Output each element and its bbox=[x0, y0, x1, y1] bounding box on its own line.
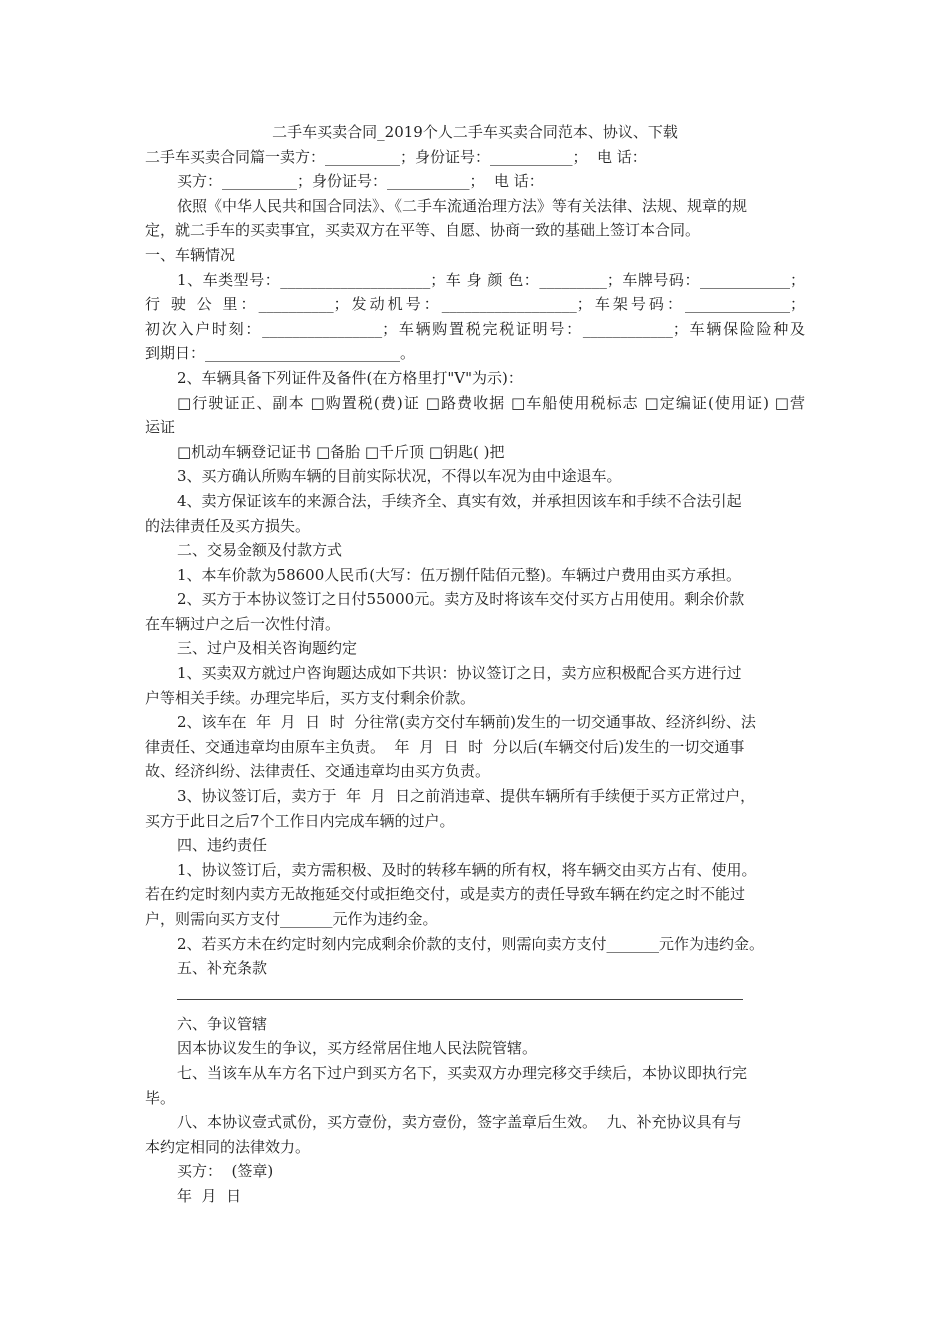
documents-checklist-1-cont: 运证 bbox=[145, 418, 176, 437]
clause-3-1-cont: 户等相关手续。办理完毕后，买方支付剩余价款。 bbox=[145, 688, 476, 707]
vehicle-info-line-3: 初次入户时刻：________________；车辆购置税完税证明号：____________；车辆保险险种及 bbox=[145, 319, 805, 338]
clause-3-3: 3、协议签订后，卖方于 年 月 日之前消违章、提供车辆所有手续便于买方正常过户， bbox=[177, 787, 756, 806]
clause-3-3-cont: 买方于此日之后7个工作日内完成车辆的过户。 bbox=[145, 811, 455, 830]
documents-intro: 2、车辆具备下列证件及备件(在方格里打"V"为示)： bbox=[177, 368, 523, 387]
section-9-cont: 本约定相同的法律效力。 bbox=[145, 1137, 311, 1156]
documents-checklist-1: □行驶证正、副本 □购置税(费)证 □路费收据 □车船使用税标志 □定编证(使用证) □营 bbox=[177, 393, 805, 412]
section-6-heading: 六、争议管辖 bbox=[177, 1014, 268, 1033]
supplementary-terms-blank-line bbox=[177, 987, 743, 1000]
clause-2-2: 2、买方于本协议签订之日付55000元。卖方及时将该车交付买方占用使用。剩余价款 bbox=[177, 590, 745, 609]
clause-2-2-cont: 在车辆过户之后一次性付清。 bbox=[145, 614, 341, 633]
clause-1-4: 4、卖方保证该车的来源合法，手续齐全、真实有效，并承担因该车和手续不合法引起 bbox=[177, 491, 742, 510]
signature-date-line: 年 月 日 bbox=[177, 1186, 242, 1205]
vehicle-info-line-4: 到期日：__________________________。 bbox=[145, 344, 416, 363]
documents-checklist-2: □机动车辆登记证书 □备胎 □千斤顶 □钥匙( )把 bbox=[177, 442, 505, 461]
seller-info-line: 二手车买卖合同篇一卖方：__________；身份证号：___________； 电 话： bbox=[145, 147, 647, 166]
document-title: 二手车买卖合同_2019个人二手车买卖合同范本、协议、下载 bbox=[272, 123, 678, 141]
clause-6: 因本协议发生的争议，买方经常居住地人民法院管辖。 bbox=[177, 1039, 538, 1058]
clause-4-2: 2、若买方未在约定时刻内完成剩余价款的支付，则需向卖方支付_______元作为违约金。 bbox=[177, 934, 765, 953]
clause-3-2-cont-1: 律责任、交通违章均由原车主负责。 年 月 日 时 分以后(车辆交付后)发生的一切交通事 bbox=[145, 737, 745, 756]
preamble-line-1: 依照《中华人民共和国合同法》、《二手车流通治理方法》等有关法律、法规、规章的规 bbox=[177, 196, 748, 215]
section-4-heading: 四、违约责任 bbox=[177, 836, 268, 855]
buyer-info-line: 买方：__________；身份证号：___________； 电 话： bbox=[177, 172, 544, 191]
section-5-heading: 五、补充条款 bbox=[177, 959, 268, 978]
clause-2-1: 1、本车价款为58600人民币(大写：伍万捌仟陆佰元整)。车辆过户费用由买方承担。 bbox=[177, 565, 741, 584]
clause-3-2-cont-2: 故、经济纠纷、法律责任、交通违章均由买方负责。 bbox=[145, 762, 491, 781]
clause-4-1: 1、协议签订后，卖方需积极、及时的转移车辆的所有权，将车辆交由买方占有、使用。 bbox=[177, 860, 757, 879]
clause-1-4-cont: 的法律责任及买方损失。 bbox=[145, 516, 311, 535]
buyer-signature-line: 买方： (签章) bbox=[177, 1162, 274, 1181]
section-8-9: 八、本协议壹式贰份，买方壹份，卖方壹份，签字盖章后生效。 九、补充协议具有与 bbox=[177, 1113, 742, 1132]
preamble-line-2: 定，就二手车的买卖事宜，买卖双方在平等、自愿、协商一致的基础上签订本合同。 bbox=[145, 221, 701, 240]
section-7-cont: 毕。 bbox=[145, 1088, 176, 1107]
vehicle-info-line-1: 1、车类型号：____________________；车 身 颜 色：_________；车牌号码：____________； bbox=[177, 270, 805, 289]
clause-3-1: 1、买卖双方就过户咨询题达成如下共识：协议签订之日，卖方应积极配合买方进行过 bbox=[177, 664, 742, 683]
section-1-heading: 一、车辆情况 bbox=[145, 245, 236, 264]
vehicle-info-line-2: 行 驶 公 里：__________；发动机号：__________________；车架号码：______________； bbox=[145, 295, 805, 314]
section-2-heading: 二、交易金额及付款方式 bbox=[177, 541, 343, 560]
clause-1-3: 3、买方确认所购车辆的目前实际状况，不得以车况为由中途退车。 bbox=[177, 467, 622, 486]
clause-3-2: 2、该车在 年 月 日 时 分往常(卖方交付车辆前)发生的一切交通事故、经济纠纷、法 bbox=[177, 713, 756, 732]
clause-4-1-cont-1: 若在约定时刻内卖方无故拖延交付或拒绝交付，或是卖方的责任导致车辆在约定之时不能过 bbox=[145, 885, 746, 904]
clause-4-1-cont-2: 户，则需向买方支付_______元作为违约金。 bbox=[145, 910, 438, 928]
section-3-heading: 三、过户及相关咨询题约定 bbox=[177, 639, 358, 658]
section-7: 七、当该车从车方名下过户到买方名下，买卖双方办理完移交手续后，本协议即执行完 bbox=[177, 1063, 748, 1082]
